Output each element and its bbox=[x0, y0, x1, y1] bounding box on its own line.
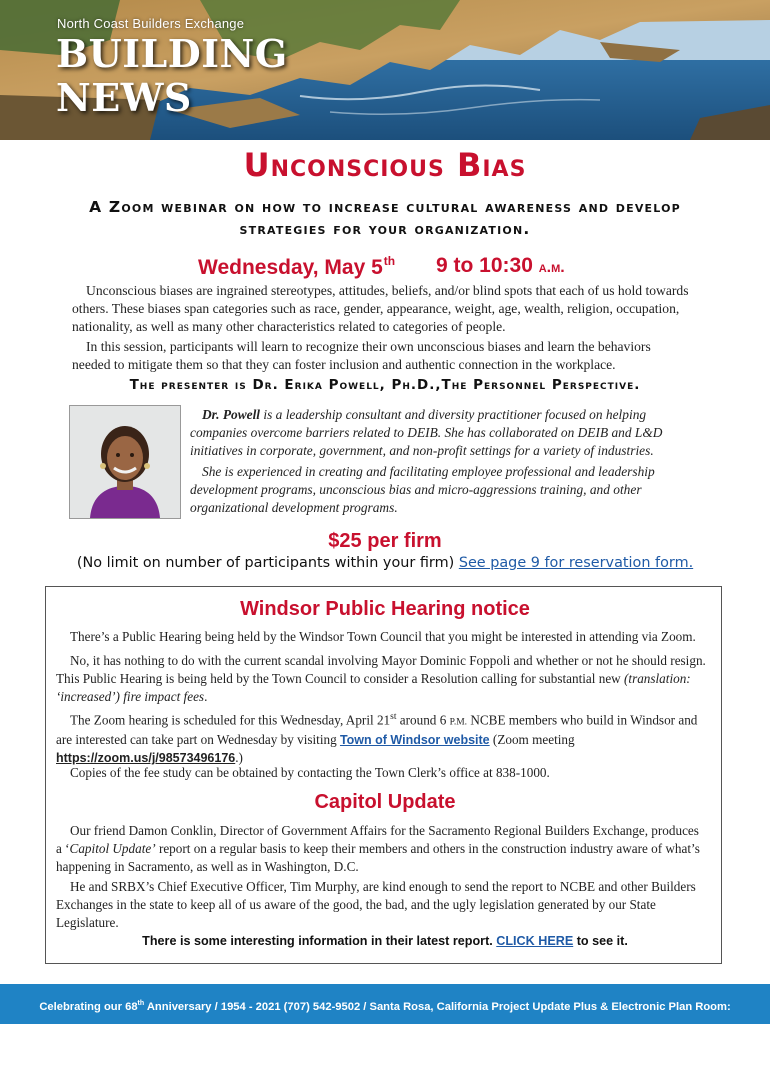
masthead-line-1: BUILDING bbox=[56, 31, 288, 76]
footer-text-rest: Anniversary / 1954 - 2021 (707) 542-9502 / Santa Rosa, California Project Update Plus & Electronic Plan Room: bbox=[144, 1001, 731, 1013]
capitol-p1-italic: Capitol Update’ bbox=[69, 841, 156, 856]
windsor-p3-pm: P.M. bbox=[449, 717, 468, 728]
event-time-range: 9 to 10:30 bbox=[436, 254, 539, 277]
event-title: Unconscious Bias bbox=[243, 146, 527, 184]
zoom-meeting-url[interactable]: https://zoom.us/j/98573496176 bbox=[56, 751, 236, 766]
town-of-windsor-link[interactable]: Town of Windsor website bbox=[339, 733, 490, 748]
capitol-cta-text: There is some interesting information in their latest report. bbox=[142, 934, 497, 948]
windsor-p3-text: The Zoom hearing is scheduled for this Wednesday, April 21 bbox=[70, 712, 391, 728]
windsor-p2-text: No, it has nothing to do with the current scandal involving Mayor Dominic Foppoli and whether or not he should resign. This Public Hearing is being held by the Town Council to consider a Resolution calling for substantial new bbox=[56, 653, 706, 686]
presenter-portrait bbox=[69, 405, 181, 519]
capitol-p1-text: Our friend Damon Conklin, Director of Government Affairs for the Sacramento Regional Builders Exchange, produces a ‘ bbox=[56, 823, 699, 856]
event-subtitle: A Zoom webinar on how to increase cultural awareness and develop strategies for your organization. bbox=[89, 198, 681, 238]
windsor-p3-around: around 6 bbox=[396, 712, 450, 728]
windsor-paragraph-2 bbox=[56, 652, 708, 706]
footer-bar bbox=[0, 984, 770, 1053]
capitol-paragraph-1 bbox=[56, 822, 708, 876]
windsor-p3-sup: st bbox=[390, 712, 397, 722]
ncbe-website-link[interactable]: www.ncbeonline.com bbox=[328, 1041, 442, 1053]
windsor-paragraph-1: There’s a Public Hearing being held by the Windsor Town Council that you might be interested in attending via Zoom. bbox=[70, 629, 696, 644]
event-day-suffix: th bbox=[383, 254, 396, 268]
event-day: Wednesday, May 5 bbox=[198, 256, 383, 279]
event-time bbox=[436, 254, 565, 278]
footer-sup: th bbox=[137, 1000, 145, 1007]
capitol-heading: Capitol Update bbox=[314, 791, 456, 813]
windsor-paragraph-4: Copies of the fee study can be obtained by contacting the Town Clerk’s office at 838-1000. bbox=[70, 765, 550, 780]
windsor-heading: Windsor Public Hearing notice bbox=[240, 598, 530, 620]
windsor-p2-end: . bbox=[204, 689, 208, 704]
masthead-title bbox=[56, 32, 288, 120]
windsor-p3-zoom: (Zoom meeting bbox=[489, 732, 575, 748]
windsor-paragraph-3 bbox=[56, 708, 708, 767]
masthead-kicker: North Coast Builders Exchange bbox=[57, 16, 245, 31]
presenter-bio bbox=[190, 406, 702, 460]
windsor-p3-end: .) bbox=[235, 750, 243, 766]
windsor-p2-italic: (translation: ‘increased’) fire impact fees bbox=[56, 671, 691, 704]
presenter-line: The presenter is Dr. Erika Powell, Ph.D.,The Personnel Perspective. bbox=[129, 377, 641, 393]
capitol-cta-tail: to see it. bbox=[573, 934, 628, 948]
capitol-paragraph-2: He and SRBX’s Chief Executive Officer, Tim Murphy, are kind enough to send the report to NCBE and other Builders Exchanges in the state to keep all of us aware of the good, the bad, and the ugly legislation generated by our State Legislature. bbox=[56, 879, 696, 930]
event-goal: In this session, participants will learn to recognize their own unconscious biases and learn the behaviors needed to mitigate them so that they can foster inclusion and authentic connection in the workplace. bbox=[72, 339, 651, 372]
event-description: Unconscious biases are ingrained stereotypes, attitudes, beliefs, and/or blind spots that each of us hold towards others. These biases span categories such as race, gender, appearance, weight, age, wealth, religion, occupation, nationality, as well as many other characteristics related to categories of people. bbox=[72, 283, 689, 334]
presenter-name: Dr. Powell bbox=[202, 407, 261, 422]
banner bbox=[0, 0, 770, 140]
capitol-cta bbox=[0, 934, 770, 948]
event-date-time bbox=[198, 254, 565, 280]
footer-text: Celebrating our 68 bbox=[39, 1001, 138, 1013]
event-time-suffix: a.m. bbox=[538, 259, 565, 276]
reservation-form-link[interactable]: See page 9 for reservation form. bbox=[458, 555, 694, 571]
click-here-link[interactable]: CLICK HERE bbox=[496, 934, 574, 948]
windsor-p3-members: NCBE members who build in Windsor and are interested can take part on Wednesday by visiting bbox=[56, 712, 698, 748]
participant-note bbox=[0, 555, 770, 571]
masthead-line-2: NEWS bbox=[56, 75, 192, 120]
event-price: $25 per firm bbox=[328, 530, 442, 552]
presenter-bio-text: is a leadership consultant and diversity practitioner focused on helping companies overcome barriers related to DEIB. She has collaborated on DEIB and L&D initiatives in corporate, government, and non-profit settings for a variety of industries. bbox=[190, 407, 663, 458]
presenter-experience: She is experienced in creating and facilitating employee professional and leadership development programs, unconscious bias and micro-aggressions training, and other organizational development programs. bbox=[190, 464, 655, 515]
participant-limit-text: (No limit on number of participants within your firm) bbox=[76, 555, 459, 571]
capitol-p1-rest: report on a regular basis to keep their members and others in the construction industry aware of what’s happening in Sacramento, as well as in Washington, D.C. bbox=[56, 841, 700, 874]
